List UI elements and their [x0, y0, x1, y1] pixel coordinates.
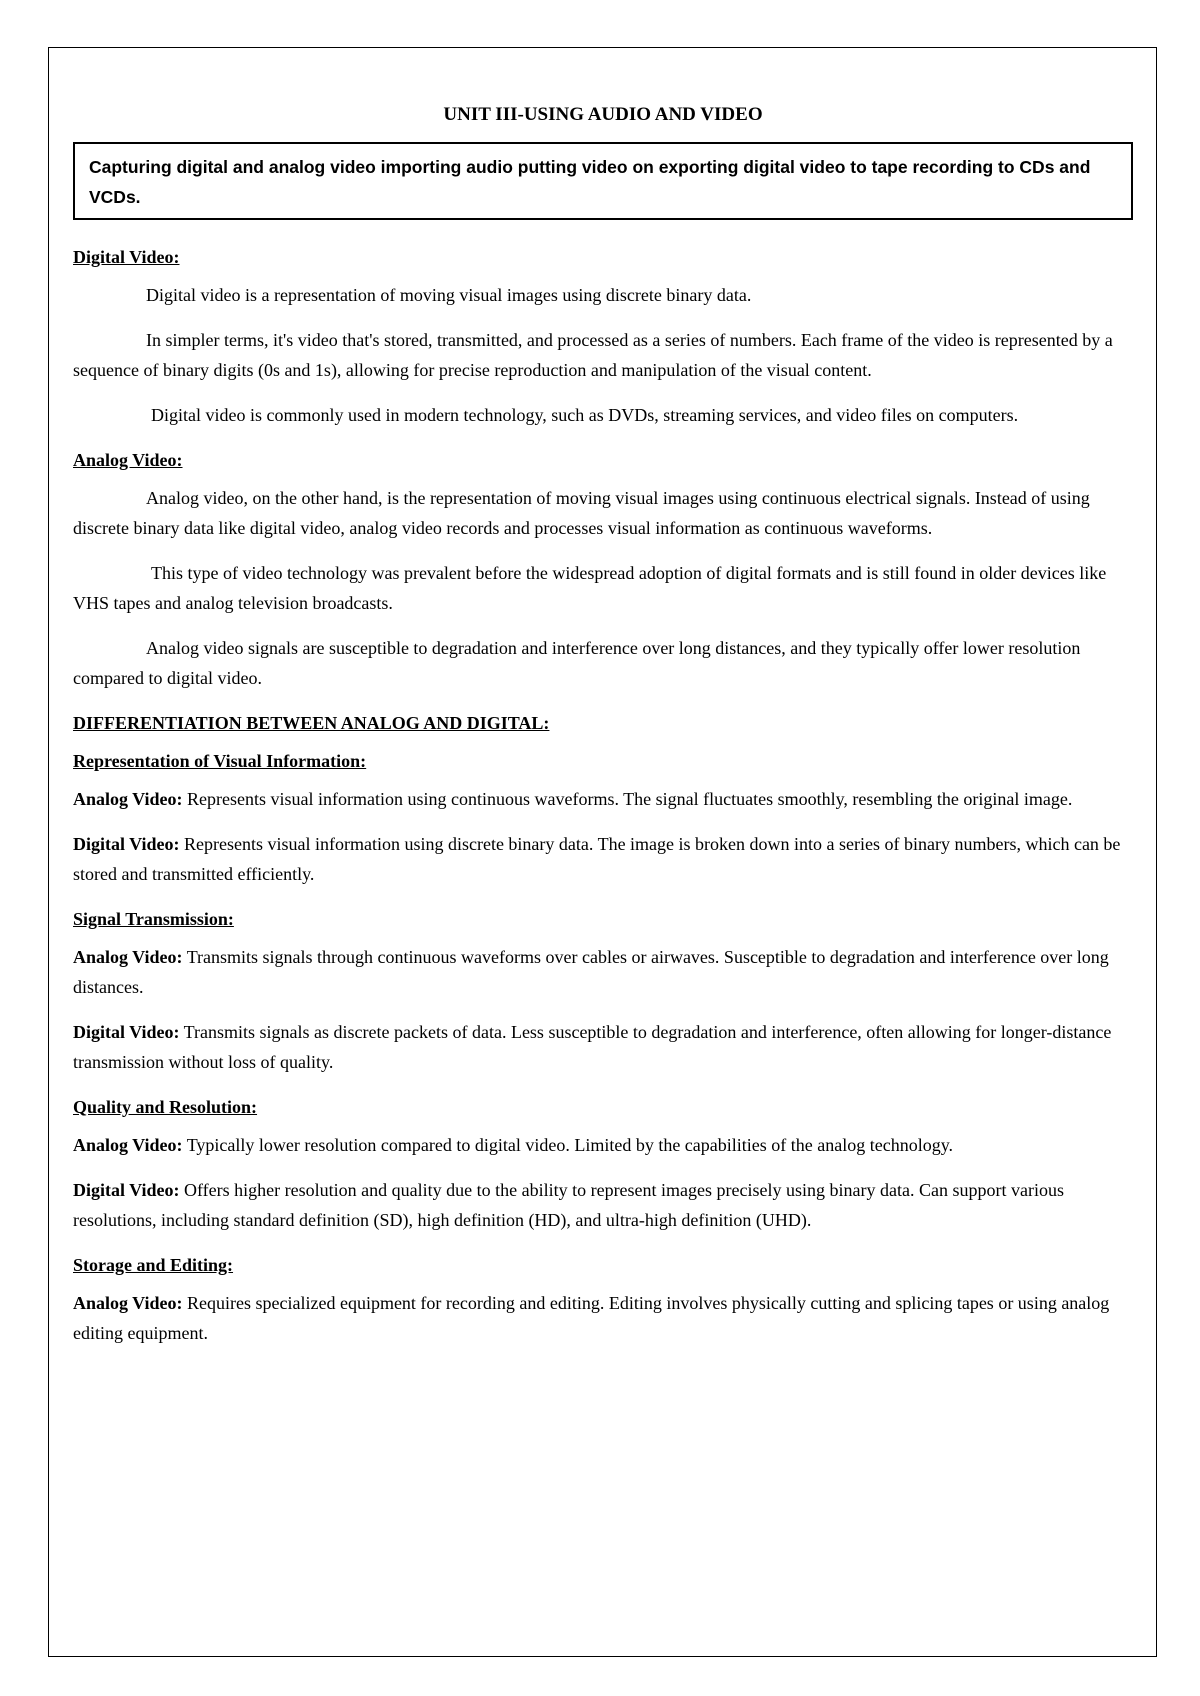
subsection-heading-representation: Representation of Visual Information:: [73, 751, 367, 771]
term-label: Analog Video:: [73, 947, 183, 967]
subsection-heading-quality-resolution: Quality and Resolution:: [73, 1097, 258, 1117]
paragraph: Digital video is commonly used in modern technology, such as DVDs, streaming services, and video files on computers.: [151, 405, 1019, 425]
section-heading-analog-video: Analog Video:: [73, 450, 183, 470]
term-label: Digital Video:: [73, 834, 180, 854]
term-description: Requires specialized equipment for recording and editing. Editing involves physically cutting and splicing tapes or using analog editing equipment.: [73, 1293, 1110, 1343]
subsection-heading-storage-editing: Storage and Editing:: [73, 1255, 234, 1275]
paragraph: Digital video is a representation of moving visual images using discrete binary data.: [146, 285, 752, 305]
term-description: Offers higher resolution and quality due to the ability to represent images precisely using binary data. Can support various resolutions, including standard definition (SD), high definition (HD), and ultra-high definition (UHD).: [73, 1180, 1064, 1230]
term-description: Transmits signals as discrete packets of data. Less susceptible to degradation and interference, often allowing for longer-distance transmission without loss of quality.: [73, 1022, 1112, 1072]
section-heading-differentiation: DIFFERENTIATION BETWEEN ANALOG AND DIGITAL:: [73, 713, 550, 733]
comparison-item: [73, 1288, 1133, 1348]
document-title: UNIT III-USING AUDIO AND VIDEO: [443, 104, 763, 125]
paragraph: Analog video, on the other hand, is the representation of moving visual images using continuous electrical signals. Instead of using discrete binary data like digital video, analog video records and processes visual information as continuous waveforms.: [73, 488, 1090, 538]
term-label: Analog Video:: [73, 1135, 183, 1155]
comparison-item: [73, 1175, 1133, 1235]
subsection-heading-signal-transmission: Signal Transmission:: [73, 909, 234, 929]
paragraph: Analog video signals are susceptible to degradation and interference over long distances, and they typically offer lower resolution compared to digital video.: [73, 638, 1081, 688]
summary-box: Capturing digital and analog video importing audio putting video on exporting digital video to tape recording to CDs and VCDs.: [73, 142, 1133, 220]
comparison-item: [73, 784, 1133, 814]
document-body: [73, 100, 1133, 1363]
comparison-item: [73, 942, 1133, 1002]
term-description: Represents visual information using discrete binary data. The image is broken down into a series of binary numbers, which can be stored and transmitted efficiently.: [73, 834, 1121, 884]
comparison-item: [73, 829, 1133, 889]
paragraph: This type of video technology was prevalent before the widespread adoption of digital formats and is still found in older devices like VHS tapes and analog television broadcasts.: [73, 563, 1107, 613]
comparison-item: [73, 1017, 1133, 1077]
section-heading-digital-video: Digital Video:: [73, 247, 180, 267]
term-description: Transmits signals through continuous waveforms over cables or airwaves. Susceptible to degradation and interference over long distances.: [73, 947, 1109, 997]
paragraph: In simpler terms, it's video that's stored, transmitted, and processed as a series of numbers. Each frame of the video is represented by a sequence of binary digits (0s and 1s), allowing for precise reproduction and manipulation of the visual content.: [73, 330, 1113, 380]
term-label: Analog Video:: [73, 789, 183, 809]
term-label: Analog Video:: [73, 1293, 183, 1313]
comparison-item: [73, 1130, 1133, 1160]
term-description: Represents visual information using continuous waveforms. The signal fluctuates smoothly, resembling the original image.: [182, 789, 1073, 809]
term-description: Typically lower resolution compared to digital video. Limited by the capabilities of the analog technology.: [182, 1135, 954, 1155]
term-label: Digital Video:: [73, 1022, 180, 1042]
term-label: Digital Video:: [73, 1180, 180, 1200]
